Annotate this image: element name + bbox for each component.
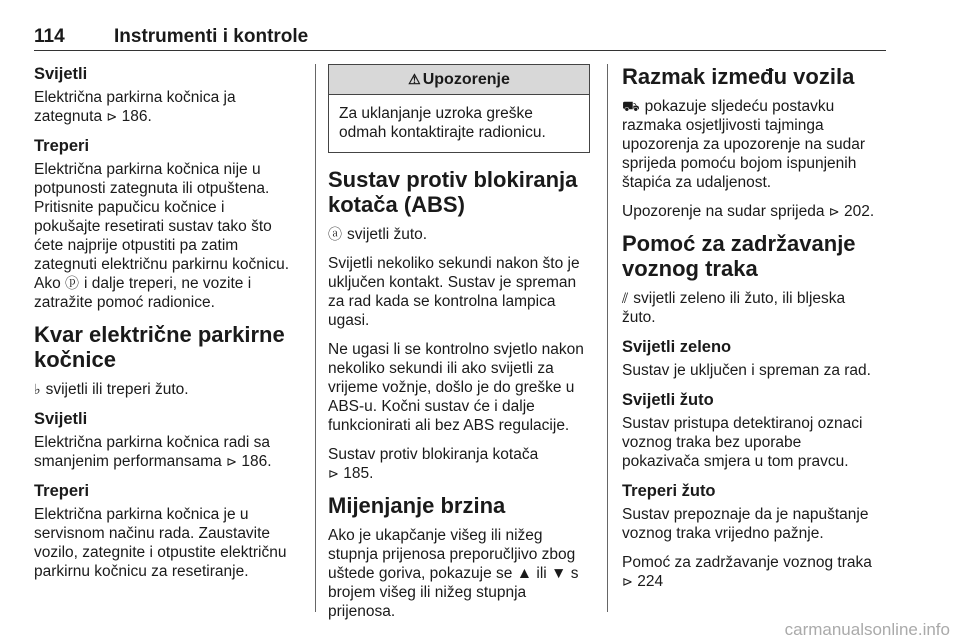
page-header: [34, 26, 886, 54]
section-heading-gear-shift: Mijenjanje brzina: [328, 493, 506, 518]
chapter-title: Instrumenti i kontrole: [114, 26, 309, 47]
subheading-green: Svijetli zeleno: [622, 338, 732, 356]
warning-triangle-icon: ⚠: [408, 71, 421, 87]
paragraph: Električna parkirna kočnica je u servisnom načinu rada. Zaustavite vozilo, zategnite i otpustite električnu parkirnu kočnicu za resetiranje.: [34, 506, 287, 580]
abs-icon: ⓐ: [328, 226, 342, 242]
paragraph: ⛟ pokazuje sljedeću postavku razmaka osjetljivosti tajminga upozorenja za upozorenje na sudar sprijeda pomoću bojom ispunjenih štapića za udaljenost.: [622, 98, 866, 191]
column-divider-2: [607, 64, 608, 612]
paragraph: Električna parkirna kočnica radi sa smanjenim performansama ⊳ 186.: [34, 434, 272, 470]
column-divider-1: [315, 64, 316, 612]
paragraph: Svijetli nekoliko sekundi nakon što je uključen kontakt. Sustav je spreman za rad kada se kontrolna lampica ugasi.: [328, 255, 580, 329]
arrow-ref-icon: ⊳: [622, 574, 633, 589]
section-heading-parking-brake-fault: Kvar električne parkirne kočnice: [34, 322, 285, 372]
parking-brake-fault-icon: ♭: [34, 381, 41, 397]
page-ref[interactable]: 186.: [121, 108, 152, 125]
paragraph: Električna parkirna kočnica nije u potpunosti zategnuta ili otpuštena. Pritisnite papučicu kočnice i pokušajte resetirati sustav tako što ćete najprije otpustiti pa zatim zategnuti električnu parkirnu kočnicu. Ako ⓟ i dalje treperi, ne vozite i zatražite pomoć radionice.: [34, 161, 290, 311]
subheading-treperi: Treperi: [34, 482, 90, 500]
paragraph: Ne ugasi li se kontrolno svjetlo nakon nekoliko sekundi ili ako svijetli za vrijeme vožnje, došlo je do greške u ABS-u. Kočni sustav će i dalje funkcionirati ali bez ABS regulacije.: [328, 341, 584, 434]
paragraph: Sustav protiv blokiranja kotača ⊳ 185.: [328, 446, 539, 482]
page-ref[interactable]: 202.: [844, 203, 875, 220]
paragraph: ⫽ svijetli zeleno ili žuto, ili bljeska žuto.: [622, 290, 846, 326]
column-3: [622, 64, 890, 601]
paragraph: Upozorenje na sudar sprijeda ⊳ 202.: [622, 203, 875, 220]
subheading-yellow: Svijetli žuto: [622, 391, 714, 409]
paragraph: ⓐ svijetli žuto.: [328, 226, 428, 243]
subheading-flashing-yellow: Treperi žuto: [622, 482, 716, 500]
subheading-treperi: Treperi: [34, 137, 90, 155]
warning-text: Za uklanjanje uzroka greške odmah kontaktirajte radionicu.: [339, 105, 546, 141]
lane-keep-icon: ⫽: [622, 290, 629, 306]
arrow-ref-icon: ⊳: [226, 454, 238, 469]
section-heading-lane-keep: Pomoć za zadržavanje voznog traka: [622, 231, 856, 281]
page-ref[interactable]: 185.: [343, 465, 374, 482]
subheading-svijetli: Svijetli: [34, 65, 88, 83]
page-number: 114: [34, 26, 65, 47]
arrow-up-icon: ▲: [516, 565, 533, 582]
paragraph: Pomoć za zadržavanje voznog traka ⊳ 224: [622, 554, 872, 590]
column-2: [328, 64, 590, 631]
paragraph: Električna parkirna kočnica ja zategnuta ⊳ 186.: [34, 89, 236, 125]
vehicle-distance-icon: ⛟: [622, 98, 640, 114]
page-ref[interactable]: 224: [637, 573, 664, 590]
arrow-ref-icon: ⊳: [828, 204, 840, 219]
arrow-ref-icon: ⊳: [106, 109, 118, 124]
warning-box: [328, 64, 590, 153]
column-1: [34, 64, 306, 591]
paragraph: Sustav prepoznaje da je napuštanje voznog traka vrijedno pažnje.: [622, 506, 869, 542]
page-ref[interactable]: 186.: [241, 453, 272, 470]
arrow-down-icon: ▼: [551, 565, 567, 582]
arrow-ref-icon: ⊳: [328, 466, 339, 481]
watermark: carmanualsonline.info: [784, 620, 950, 639]
paragraph: Sustav je uključen i spreman za rad.: [622, 362, 871, 379]
brake-warning-icon: ⓟ: [65, 275, 80, 291]
paragraph: Sustav pristupa detektiranoj oznaci voznog traka bez uporabe pokazivača smjera u tom pravcu.: [622, 415, 863, 470]
warning-header: ⚠ Upozorenje: [329, 65, 589, 95]
subheading-svijetli: Svijetli: [34, 410, 88, 428]
paragraph: Ako je ukapčanje višeg ili nižeg stupnja prijenosa preporučljivo zbog uštede goriva, pokazuje se ▲ ili ▼ s brojem višeg ili nižeg stupnja prijenosa.: [328, 527, 579, 620]
header-rule: [34, 50, 886, 51]
section-heading-abs: Sustav protiv blokiranja kotača (ABS): [328, 167, 578, 217]
section-heading-vehicle-distance: Razmak između vozila: [622, 64, 855, 89]
paragraph: ♭ svijetli ili treperi žuto.: [34, 381, 189, 398]
